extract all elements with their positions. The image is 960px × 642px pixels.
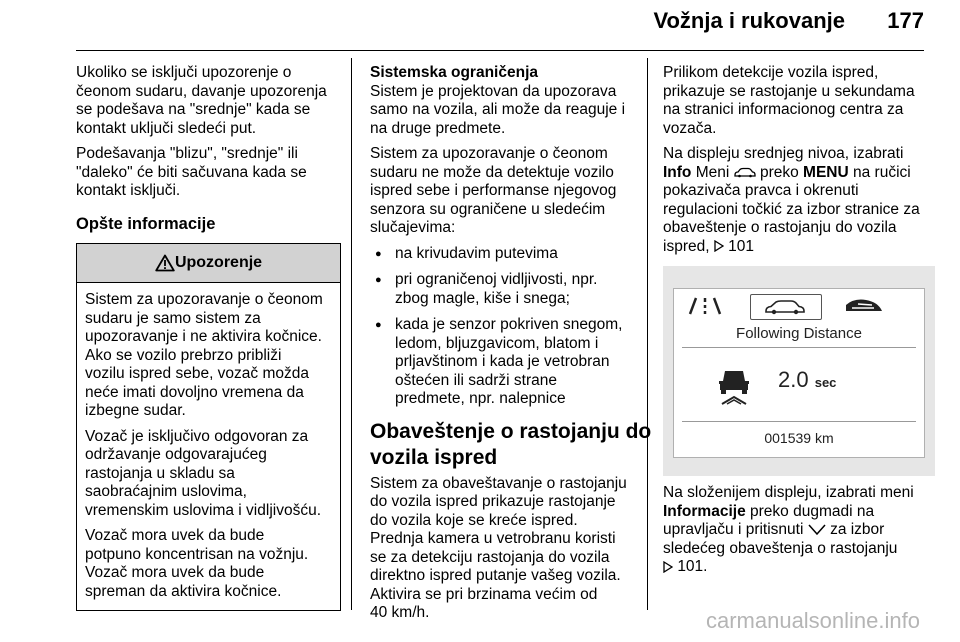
- text-fragment: upravljaču i pritisnuti: [663, 521, 804, 538]
- distance-unit: sec: [814, 375, 837, 390]
- page-reference-arrow-icon: [714, 240, 724, 252]
- text-line: ispred sebe i performanse njegovog: [370, 182, 617, 199]
- bullet-list: [370, 245, 638, 409]
- text-line: ledom, bljuzgavicom, blatom i: [395, 334, 599, 352]
- text-line: upozoravanje i ne aktivira kočnice.: [85, 328, 322, 345]
- text-line: [663, 503, 935, 522]
- text-fragment: na ručici: [853, 163, 911, 181]
- page-header-title: Vožnja i rukovanje: [653, 8, 845, 33]
- text-line: Vozač mora uvek da bude: [85, 527, 265, 544]
- odometer-readout: 001539 km: [764, 430, 834, 446]
- heading-line: Obaveštenje o rastojanju do: [370, 419, 652, 443]
- text-line: Sistem za upozoravanje o čeonom: [370, 145, 608, 162]
- text-line: pokazivača pravca i okrenuti: [663, 182, 859, 199]
- column-separator-1: [351, 58, 352, 610]
- text-line: do vozila koje se kreće ispred.: [370, 511, 578, 529]
- text-line: Podešavanja "blizu", "srednje" ili: [76, 145, 298, 162]
- text-line: 40 km/h.: [370, 604, 430, 621]
- text-fragment: preko dugmadi na: [750, 502, 875, 520]
- warning-title: Upozorenje: [174, 253, 263, 271]
- text-line: Ukoliko se isključi upozorenje o: [76, 64, 292, 81]
- column-left: [76, 64, 341, 611]
- heading-line: vozila ispred: [370, 445, 498, 469]
- text-line: održavanje odgovarajućeg: [85, 446, 267, 463]
- text-preko: preko: [759, 163, 799, 181]
- warning-box: [76, 243, 341, 611]
- text-line: sledećeg obaveštenja o rastojanju: [663, 539, 898, 557]
- subheading-system-limits: Sistemska ograničenja: [370, 64, 538, 81]
- text-line: na druge predmete.: [370, 119, 506, 137]
- text-line: Vozač je isključivo odgovoran za: [85, 427, 309, 445]
- warning-paragraph-2: [85, 428, 332, 521]
- text-line: obaveštenje o rastojanju do vozila: [663, 219, 897, 236]
- text-line: sudaru je samo sistem za: [85, 309, 261, 327]
- header-rule: [76, 50, 924, 51]
- text-line: [663, 521, 935, 540]
- display-screen: [673, 288, 925, 458]
- text-line: slučajevima:: [370, 219, 456, 236]
- text-line: neće imati dovoljno vremena da: [85, 383, 304, 401]
- text-line: sudaru ne može da detektuje vozilo: [370, 163, 614, 181]
- chevron-down-icon: [808, 524, 826, 536]
- text-line: samo na vozila, ali može da reaguje i: [370, 101, 626, 118]
- list-item: [370, 316, 638, 409]
- text-line: Na složenijem displeju, izabrati meni: [663, 484, 914, 501]
- paragraph-distance-info: [370, 475, 638, 623]
- page-reference: 101: [728, 237, 755, 255]
- text-fragment: za izbor: [830, 521, 885, 538]
- text-line: spreman da aktivira kočnice.: [85, 582, 282, 600]
- list-item: [370, 271, 638, 308]
- text-line: oštećen ili sadrži strane: [395, 371, 557, 389]
- following-vehicle-icon: [716, 367, 752, 407]
- text-line: izbegne sudar.: [85, 402, 186, 419]
- text-line: Ako se vozilo prebrzo približi: [85, 346, 282, 364]
- paragraph-detection-limits: [370, 145, 638, 238]
- warning-header: [77, 244, 340, 283]
- watermark: carmanualsonline.info: [705, 608, 920, 633]
- text-line: vozača.: [663, 119, 717, 137]
- text-line: Vozač mora uvek da bude: [85, 564, 265, 581]
- text-line: na stranici informacionog centra za: [663, 101, 904, 118]
- paragraph-fcw-setting: [76, 64, 341, 138]
- text-line: ● pri ograničenoj vidljivosti, npr.: [395, 271, 598, 288]
- text-line: [663, 238, 935, 257]
- car-icon: [764, 299, 806, 315]
- text-line: rastojanja u skladu sa: [85, 464, 235, 482]
- text-line: predmete, npr. nalepnice: [395, 390, 566, 407]
- text-line: vremenskim uslovima i vidljivošću.: [85, 501, 322, 519]
- list-item: [370, 245, 638, 264]
- text-line: [663, 558, 935, 577]
- text-line: čeonom sudaru, davanje upozorenja: [76, 82, 327, 100]
- paragraph-system-limits: [370, 64, 638, 138]
- text-line: se za detekciju rastojanja do vozila: [370, 548, 610, 566]
- text-line: Prilikom detekcije vozila ispred,: [663, 64, 879, 81]
- text-line: se podešava na "srednje" kada se: [76, 101, 311, 118]
- column-separator-2: [647, 58, 648, 610]
- instrument-display-illustration: [663, 266, 935, 476]
- text-line: kontakt isključi.: [76, 182, 181, 199]
- warning-triangle-icon: [155, 254, 175, 272]
- text-line: Sistem za upozoravanje o čeonom: [85, 291, 323, 308]
- speed-limiter-icon: [842, 297, 886, 315]
- column-right: [663, 64, 935, 584]
- menu-button-label: MENU: [803, 163, 849, 181]
- distance-number: 2.0: [778, 367, 809, 392]
- text-line: regulacioni točkić za izbor stranice za: [663, 200, 920, 218]
- column-middle: [370, 64, 652, 630]
- page-number: 177: [887, 8, 924, 33]
- paragraph-mid-level-display: [663, 145, 935, 256]
- text-line: Na displeju srednjeg nivoa, izabrati: [663, 145, 904, 162]
- text-line: Sistem za obaveštavanje o rastojanju: [370, 474, 627, 492]
- page-reference-arrow-icon: [663, 561, 673, 573]
- menu-word: Meni: [695, 163, 730, 181]
- text-line: "daleko" će biti sačuvana kada se: [76, 163, 307, 181]
- text-fragment: ispred,: [663, 237, 710, 255]
- paragraph-settings-saved: [76, 145, 341, 201]
- page-reference: 101.: [677, 558, 708, 575]
- text-line: prljavštinom i kada je vetrobran: [395, 353, 610, 370]
- section-heading-following-distance: [370, 419, 652, 471]
- car-front-view-icon: [734, 167, 756, 178]
- display-divider-bottom: [682, 421, 916, 422]
- text-line: saobraćajnim uslovima,: [85, 483, 247, 500]
- warning-paragraph-1: [85, 291, 332, 421]
- text-line: senzora su ograničene u sledećim: [370, 200, 606, 218]
- display-divider: [682, 347, 916, 348]
- text-line: Sistem je projektovan da upozorava: [370, 82, 617, 100]
- text-line: prikazuje se rastojanje u sekundama: [663, 82, 915, 100]
- warning-body: [77, 283, 340, 610]
- text-line: Aktivira se pri brzinama većim od: [370, 585, 598, 603]
- text-line: ● kada je senzor pokriven snegom,: [395, 316, 623, 333]
- text-line: zbog magle, kiše i snega;: [395, 289, 570, 307]
- text-line: vozilu ispred sebe, vozač možda: [85, 365, 310, 382]
- text-line: ● na krivudavim putevima: [395, 244, 558, 262]
- display-page-title: Following Distance: [736, 325, 862, 342]
- text-line: potpuno koncentrisan na vožnju.: [85, 545, 309, 563]
- informacije-keyword: Informacije: [663, 502, 746, 520]
- info-keyword: Info: [663, 163, 692, 181]
- warning-paragraph-3: [85, 527, 332, 601]
- paragraph-detection-display: [663, 64, 935, 138]
- paragraph-advanced-display: [663, 484, 935, 577]
- distance-value: [778, 367, 837, 393]
- text-line: Prednja kamera u vetrobranu koristi: [370, 530, 616, 547]
- text-line: [663, 164, 935, 183]
- text-line: do vozila ispred prikazuje rastojanje: [370, 493, 616, 510]
- text-line: kontakt uključi sledeći put.: [76, 119, 257, 137]
- section-heading-general-info: Opšte informacije: [76, 214, 216, 233]
- text-line: direktno ispred putanje vašeg vozila.: [370, 567, 621, 584]
- lane-icon: [688, 296, 722, 316]
